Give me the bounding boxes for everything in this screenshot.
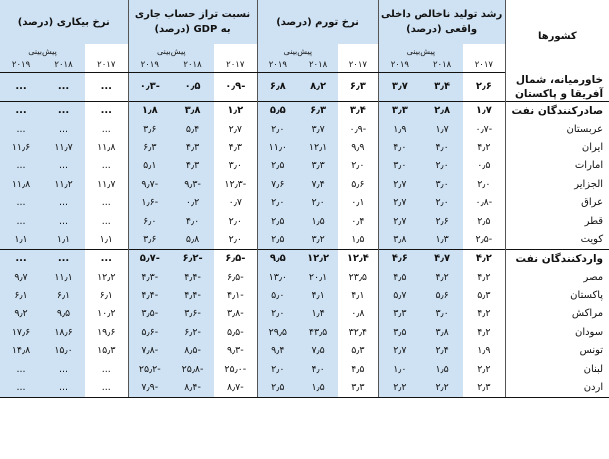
gdp-value: ۲٫۰ [477, 178, 491, 190]
table-row [0, 268, 609, 286]
un-value: ۱٫۱ [0, 230, 42, 249]
inf-value: ۴٫۱ [351, 290, 365, 302]
un-value: ... [101, 363, 111, 375]
gdp-value: ۳٫۸ [421, 323, 463, 341]
un-value: ... [101, 160, 111, 172]
year-header: ۲۰۱۹ [378, 58, 421, 73]
inf-value: ۲٫۵ [257, 212, 298, 230]
current-account-header: نسبت تراز حساب جاری به GDP (درصد) [128, 0, 257, 44]
table-row [0, 342, 609, 360]
spacer-cell [214, 44, 257, 58]
inf-value: ۲٫۵ [257, 157, 298, 175]
gdp-value: ۳٫۷ [378, 73, 421, 102]
inf-value: ۷٫۴ [298, 175, 338, 193]
gdp-value: ۱٫۹ [378, 120, 421, 138]
ca-value: -۶٫۵ [214, 249, 257, 268]
ca-value: -۲۵٫۲ [128, 360, 171, 378]
un-value: ... [42, 157, 85, 175]
gdp-value: ۴٫۰ [421, 138, 463, 156]
inf-value: ۶٫۳ [298, 101, 338, 120]
ca-value: -۲۵٫۰ [224, 363, 247, 375]
ca-value: -۹٫۳ [226, 345, 244, 357]
inflation-header: نرخ تورم (درصد) [257, 0, 378, 44]
country-name: عراق [505, 193, 609, 211]
inf-value: ۲٫۰ [257, 193, 298, 211]
un-value: ... [101, 197, 111, 209]
gdp-value: ۴٫۲ [477, 326, 491, 338]
table-row [0, 378, 609, 397]
table-row [0, 323, 609, 341]
inf-value: ۱٫۵ [351, 233, 365, 245]
un-value: ۹٫۵ [42, 305, 85, 323]
un-value: ... [85, 101, 128, 120]
gdp-value: ۲٫۵ [477, 215, 491, 227]
ca-value: -۳٫۵ [128, 305, 171, 323]
un-value: ۱۵٫۰ [42, 342, 85, 360]
country-name: واردکنندگان نفت [505, 249, 609, 268]
gdp-value: ۱٫۷ [463, 101, 505, 120]
gdp-value: ۴٫۷ [421, 249, 463, 268]
ca-value: -۹٫۷ [128, 175, 171, 193]
un-value: ... [42, 249, 85, 268]
spacer-cell [463, 44, 505, 58]
gdp-value: ۴٫۲ [463, 249, 505, 268]
country-name: ایران [505, 138, 609, 156]
un-value: ... [42, 120, 85, 138]
table-row [0, 249, 609, 268]
gdp-value: ۲٫۸ [421, 101, 463, 120]
gdp-value: ۳٫۳ [378, 101, 421, 120]
ca-value: -۰٫۳ [128, 73, 171, 102]
gdp-value: ۳٫۵ [378, 323, 421, 341]
table-row [0, 175, 609, 193]
un-value: ۱۸٫۶ [42, 323, 85, 341]
inf-value: ۱۱٫۰ [257, 138, 298, 156]
un-value: ۹٫۲ [0, 305, 42, 323]
inf-value: ۲٫۰ [257, 305, 298, 323]
gdp-value: ۲٫۶ [421, 212, 463, 230]
ca-value: ۰٫۵ [171, 73, 214, 102]
forecast-label: پیش‌بینی [0, 44, 85, 58]
un-value: ... [0, 157, 42, 175]
year-header: ۲۰۱۷ [463, 58, 505, 73]
un-value: ... [42, 101, 85, 120]
country-name: قطر [505, 212, 609, 230]
ca-value: ۰٫۷ [228, 197, 242, 209]
gdp-value: ۴٫۶ [378, 249, 421, 268]
ca-value: -۵٫۷ [128, 249, 171, 268]
gdp-value: ۵٫۶ [421, 286, 463, 304]
un-value: ... [42, 193, 85, 211]
inf-value: ۳٫۳ [338, 378, 378, 397]
inf-value: ۶٫۸ [257, 73, 298, 102]
inf-value: ۳٫۴ [338, 101, 378, 120]
gdp-value: ۲٫۷ [378, 175, 421, 193]
country-name: سودان [505, 323, 609, 341]
year-header: ۲۰۱۹ [128, 58, 171, 73]
ca-value: ۴٫۰ [171, 212, 214, 230]
country-name: امارات [505, 157, 609, 175]
inf-value: ۶٫۳ [349, 81, 366, 93]
inf-value: ۹٫۴ [257, 342, 298, 360]
ca-value: ۵٫۴ [171, 120, 214, 138]
gdp-value: ۲٫۳ [463, 378, 505, 397]
inf-value: ۲٫۰ [351, 160, 365, 172]
gdp-value: ۳٫۴ [421, 73, 463, 102]
country-name: خاورمیانه، شمال آفریقا و پاکستان [505, 73, 609, 102]
ca-value: -۱٫۶ [128, 193, 171, 211]
gdp-value: -۰٫۸ [475, 197, 493, 209]
table-row [0, 286, 609, 304]
un-value: ... [42, 73, 85, 102]
gdp-value: ۱٫۰ [378, 360, 421, 378]
country-name: مصر [505, 268, 609, 286]
un-value: ... [101, 215, 111, 227]
un-value: ... [85, 378, 128, 397]
gdp-growth-header: رشد تولید ناخالص داخلی واقعی (درصد) [378, 0, 505, 44]
un-value: ... [0, 120, 42, 138]
year-header: ۲۰۱۷ [214, 58, 257, 73]
inf-value: ۷٫۶ [257, 175, 298, 193]
table-row [0, 230, 609, 249]
country-column-header: کشورها [505, 0, 609, 73]
table-row [0, 360, 609, 378]
ca-value: ۳٫۰ [228, 160, 242, 172]
gdp-value: ۲٫۴ [421, 342, 463, 360]
un-value: ... [42, 360, 85, 378]
ca-value: ۱٫۸ [128, 101, 171, 120]
ca-value: ۴٫۳ [228, 141, 242, 153]
ca-value: -۴٫۴ [171, 286, 214, 304]
gdp-value: ۴٫۰ [378, 138, 421, 156]
un-value: ۱۷٫۶ [0, 323, 42, 341]
gdp-value: ۱٫۷ [421, 120, 463, 138]
ca-value: -۴٫۴ [128, 286, 171, 304]
year-header: ۲۰۱۸ [171, 58, 214, 73]
ca-value: ۲٫۷ [228, 123, 242, 135]
inf-value: ۵٫۵ [257, 101, 298, 120]
un-value: ۱۱٫۸ [97, 141, 116, 153]
ca-value: -۵٫۵ [226, 326, 244, 338]
year-header: ۲۰۱۷ [85, 58, 128, 73]
ca-value: ۵٫۱ [128, 157, 171, 175]
inf-value: ۳۲٫۴ [348, 326, 368, 338]
un-value: ... [0, 378, 42, 397]
table-row [0, 157, 609, 175]
year-header: ۲۰۱۷ [338, 58, 378, 73]
inf-value: ۰٫۸ [351, 308, 365, 320]
inf-value: ۱۲٫۱ [298, 138, 338, 156]
forecast-label: پیش‌بینی [128, 44, 214, 58]
country-name: پاکستان [505, 286, 609, 304]
ca-value: -۶٫۲ [171, 249, 214, 268]
inf-value: ۹٫۵ [257, 249, 298, 268]
spacer-cell [85, 44, 128, 58]
country-name: الجزایر [505, 175, 609, 193]
ca-value: ۳٫۶ [128, 120, 171, 138]
ca-value: ۰٫۲ [171, 193, 214, 211]
inf-value: ۲۹٫۵ [257, 323, 298, 341]
inf-value: ۳٫۳ [298, 157, 338, 175]
year-header: ۲۰۱۸ [421, 58, 463, 73]
ca-value: -۸٫۵ [171, 342, 214, 360]
inf-value: -۰٫۹ [349, 123, 367, 135]
ca-value: ۴٫۳ [171, 138, 214, 156]
un-value: ۱٫۱ [42, 230, 85, 249]
country-name: کویت [505, 230, 609, 249]
ca-value: ۶٫۳ [128, 138, 171, 156]
ca-value: -۶٫۲ [171, 323, 214, 341]
inf-value: ۲٫۰ [257, 120, 298, 138]
un-value: ... [100, 81, 112, 93]
un-value: ... [85, 249, 128, 268]
ca-value: ۵٫۸ [171, 230, 214, 249]
inf-value: ۴۳٫۵ [298, 323, 338, 341]
ca-value: -۸٫۴ [171, 378, 214, 397]
country-name: صادرکنندگان نفت [505, 101, 609, 120]
inf-value: ۸٫۲ [298, 73, 338, 102]
gdp-value: ۲٫۶ [475, 81, 492, 93]
un-value: ۱۴٫۸ [0, 342, 42, 360]
ca-value: -۴٫۱ [226, 290, 244, 302]
inf-value: ۵٫۳ [351, 345, 365, 357]
un-value: ... [0, 360, 42, 378]
ca-value: -۰٫۹ [225, 81, 246, 93]
gdp-value: ۴٫۵ [378, 268, 421, 286]
un-value: ۱۱٫۱ [42, 268, 85, 286]
un-value: ... [0, 249, 42, 268]
ca-value: -۶٫۵ [226, 271, 244, 283]
table-row [0, 120, 609, 138]
inf-value: ۳٫۲ [298, 230, 338, 249]
gdp-value: ۳٫۰ [421, 305, 463, 323]
gdp-value: ۳٫۰ [378, 157, 421, 175]
un-value: ۶٫۱ [0, 286, 42, 304]
gdp-value: ۳٫۸ [378, 230, 421, 249]
inf-value: ۷٫۵ [298, 342, 338, 360]
gdp-value: ۲٫۷ [378, 342, 421, 360]
inf-value: ۵٫۰ [257, 286, 298, 304]
inf-value: ۴٫۱ [298, 286, 338, 304]
ca-value: -۲۵٫۸ [171, 360, 214, 378]
ca-value: ۳٫۸ [171, 101, 214, 120]
inf-value: ۱۲٫۲ [298, 249, 338, 268]
ca-value: -۳٫۸ [226, 308, 244, 320]
gdp-value: ۲٫۲ [421, 378, 463, 397]
inf-value: ۴٫۰ [298, 360, 338, 378]
forecast-label: پیش‌بینی [378, 44, 463, 58]
ca-value: -۳٫۶ [171, 305, 214, 323]
gdp-value: ۲٫۰ [421, 193, 463, 211]
table-body [0, 73, 609, 398]
gdp-value: ۲٫۲ [477, 363, 491, 375]
country-name: مراکش [505, 305, 609, 323]
inf-value: ۲٫۵ [257, 230, 298, 249]
inf-value: ۰٫۴ [351, 215, 365, 227]
gdp-value: ۵٫۳ [477, 290, 491, 302]
gdp-value: -۰٫۷ [475, 123, 493, 135]
country-name: عربستان [505, 120, 609, 138]
un-value: ۱۹٫۶ [97, 326, 116, 338]
gdp-value: ۴٫۲ [477, 271, 491, 283]
inf-value: ۹٫۹ [351, 141, 365, 153]
un-value: ... [0, 73, 42, 102]
inf-value: ۱۳٫۰ [257, 268, 298, 286]
un-value: ۱۱٫۷ [97, 178, 116, 190]
table-row [0, 212, 609, 230]
year-header: ۲۰۱۹ [0, 58, 42, 73]
year-header: ۲۰۱۹ [257, 58, 298, 73]
inf-value: ۲٫۰ [257, 360, 298, 378]
inf-value: ۳٫۷ [298, 120, 338, 138]
un-value: ... [42, 212, 85, 230]
un-value: ۱۱٫۲ [42, 175, 85, 193]
un-value: ... [0, 212, 42, 230]
gdp-value: ۱٫۵ [421, 360, 463, 378]
inf-value: ۱٫۵ [298, 378, 338, 397]
inf-value: ۲۰٫۱ [298, 268, 338, 286]
ca-value: ۴٫۳ [171, 157, 214, 175]
un-value: ۱۲٫۲ [97, 271, 116, 283]
inf-value: ۵٫۶ [351, 178, 365, 190]
unemployment-header: نرخ بیکاری (درصد) [0, 0, 128, 44]
inf-value: ۱٫۵ [298, 212, 338, 230]
gdp-value: ۴٫۲ [477, 308, 491, 320]
ca-value: -۱۲٫۳ [224, 178, 247, 190]
un-value: ... [0, 101, 42, 120]
ca-value: -۷٫۸ [128, 342, 171, 360]
gdp-value: ۴٫۲ [477, 141, 491, 153]
gdp-value: ۱٫۹ [477, 345, 491, 357]
un-value: ۱۱٫۶ [0, 138, 42, 156]
ca-value: ۱٫۲ [214, 101, 257, 120]
ca-value: -۴٫۴ [171, 268, 214, 286]
un-value: ۱۰٫۲ [97, 308, 116, 320]
gdp-value: ۵٫۷ [378, 286, 421, 304]
un-value: ۱۱٫۷ [42, 138, 85, 156]
inf-value: ۱۲٫۴ [338, 249, 378, 268]
un-value: ۹٫۷ [0, 268, 42, 286]
country-name: تونس [505, 342, 609, 360]
gdp-value: ۳٫۳ [378, 305, 421, 323]
ca-value: -۸٫۷ [214, 378, 257, 397]
gdp-value: ۲٫۰ [421, 157, 463, 175]
gdp-value: ۲٫۷ [378, 193, 421, 211]
table-row [0, 193, 609, 211]
un-value: ... [0, 193, 42, 211]
ca-value: ۳٫۶ [128, 230, 171, 249]
ca-value: ۲٫۰ [228, 233, 242, 245]
gdp-value: ۲٫۲ [378, 378, 421, 397]
inf-value: ۲۳٫۵ [348, 271, 368, 283]
gdp-value: ۲٫۷ [378, 212, 421, 230]
un-value: ۱٫۱ [99, 233, 113, 245]
ca-value: -۴٫۳ [128, 268, 171, 286]
gdp-value: ۳٫۰ [421, 175, 463, 193]
country-name: اردن [505, 378, 609, 397]
un-value: ۱۱٫۸ [0, 175, 42, 193]
table-row [0, 305, 609, 323]
ca-value: ۲٫۰ [228, 215, 242, 227]
gdp-value: ۱٫۳ [421, 230, 463, 249]
inf-value: ۰٫۱ [351, 197, 365, 209]
spacer-cell [338, 44, 378, 58]
un-value: ۶٫۱ [99, 290, 113, 302]
un-value: ... [42, 378, 85, 397]
un-value: ۱۵٫۳ [97, 345, 116, 357]
year-header: ۲۰۱۸ [298, 58, 338, 73]
forecast-label: پیش‌بینی [257, 44, 338, 58]
country-name: لبنان [505, 360, 609, 378]
un-value: ۶٫۱ [42, 286, 85, 304]
inf-value: ۴٫۵ [351, 363, 365, 375]
un-value: ... [101, 123, 111, 135]
ca-value: -۵٫۶ [128, 323, 171, 341]
table-row [0, 138, 609, 156]
ca-value: ۶٫۰ [128, 212, 171, 230]
inf-value: ۲٫۵ [257, 378, 298, 397]
inf-value: ۱٫۴ [298, 305, 338, 323]
gdp-value: -۲٫۵ [475, 233, 493, 245]
year-header: ۲۰۱۸ [42, 58, 85, 73]
ca-value: -۷٫۹ [128, 378, 171, 397]
ca-value: -۹٫۳ [171, 175, 214, 193]
inf-value: ۲٫۰ [298, 193, 338, 211]
table-row [0, 101, 609, 120]
gdp-value: ۰٫۵ [477, 160, 491, 172]
gdp-value: ۴٫۲ [421, 268, 463, 286]
table-row [0, 73, 609, 102]
